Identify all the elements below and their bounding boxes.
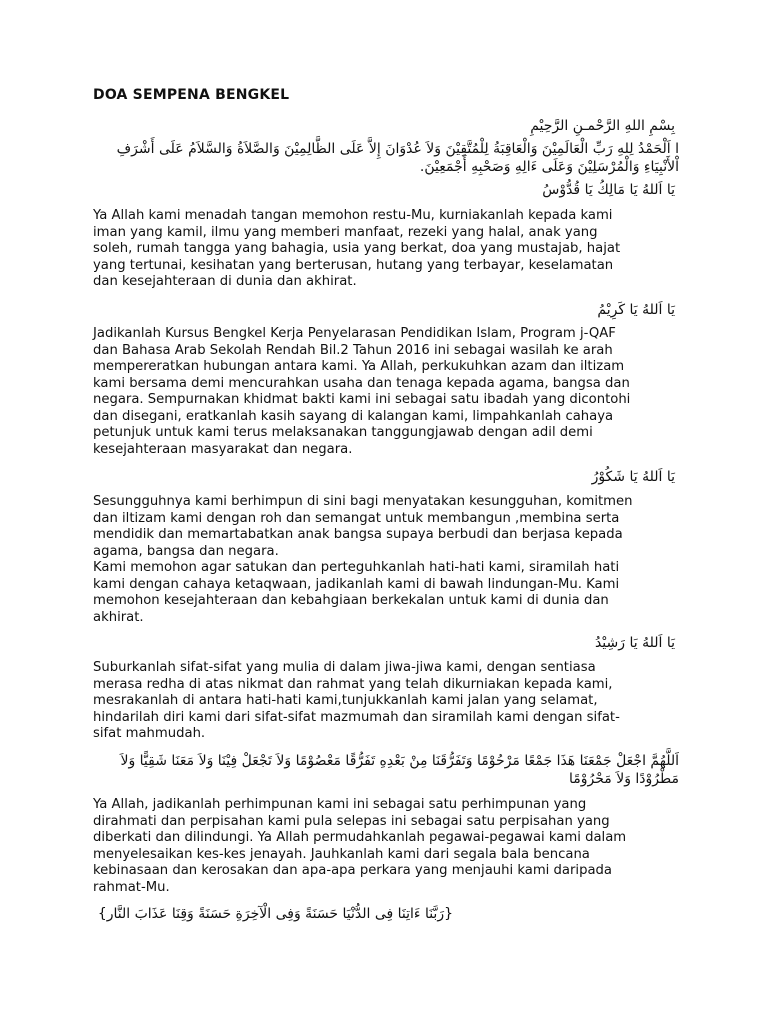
paragraph-1 (93, 208, 683, 291)
hamdalah-line: اْلأَنْبِيَاءِ وَالْمُرْسَلِيْنَ وَعَلَى ءَالِهِ وَصَحْبِهِ أَجْمَعِيْنَ. (419, 159, 679, 175)
paragraph-line: negara. Sempurnakan khidmat bakti kami ini sebagai satu ibadah yang dicontohi (93, 392, 631, 407)
invocation-rasyid: يَا اَللهُ يَا رَشِيْدُ (594, 635, 675, 651)
paragraph-line: Ya Allah kami menadah tangan memohon restu-Mu, kurniakanlah kepada kami (93, 208, 613, 223)
paragraph-line: dan disegani, eratkanlah kasih sayang di kalangan kami, limpahkanlah cahaya (93, 408, 614, 424)
paragraph-line: kebinasaan dan kerosakan dan apa-apa perkara yang menjauhi kami daripada (93, 863, 612, 878)
paragraph-line: Suburkanlah sifat-sifat yang mulia di dalam jiwa-jiwa kami, dengan sentiasa (93, 660, 596, 675)
paragraph-line: mempereratkan hubungan antara kami. Ya Allah, perkukuhkan azam dan iltizam (93, 359, 625, 374)
paragraph-2 (93, 326, 683, 458)
paragraph-line: Sesungguhnya kami berhimpun di sini bagi menyatakan kesungguhan, komitmen (93, 494, 633, 509)
paragraph-line: akhirat. (93, 609, 144, 625)
paragraph-line: dan Bahasa Arab Sekolah Rendah Bil.2 Tahun 2016 ini sebagai wasilah ke arah (93, 342, 613, 358)
paragraph-line: dirahmati dan perpisahan kami pula selepas ini sebagai satu perpisahan yang (93, 813, 610, 829)
dua-line: اَللَّهُمَّ اجْعَلْ جَمْعَنَا هَذَا جَمْعًا مَرْحُوْمًا وَتَفَرُّقَنَا مِنْ بَعْدِهِ تَفَرُّقًا مَعْصُوْمًا وَلاَ تَجْعَلْ فِيْنَا وَلاَ مَعَنَا شَقِيًّا وَلاَ (120, 753, 679, 769)
paragraph-line: kami dengan cahaya ketaqwaan, jadikanlah kami di bawah lindungan-Mu. Kami (93, 576, 620, 592)
paragraph-line: agama, bangsa dan negara. (93, 543, 279, 559)
paragraph-4 (93, 660, 683, 743)
dua-gathering (93, 752, 679, 788)
paragraph-line: diberkati dan dilindungi. Ya Allah permudahkanlah pegawai-pegawai kami dalam (93, 830, 627, 845)
invocation-karim: يَا اَللهُ يَا كَرِيْمُ (597, 302, 675, 318)
hamdalah-line: ا اَلْحَمْدُ لِلهِ رَبِّ الْعَالَمِيْنَ وَالْعَاقِبَةُ لِلْمُتَّقِيْنَ وَلاَ عُدْوَانَ إِلاَّ عَلَى الظَّالِمِيْنَ وَالصَّلاَةُ وَالسَّلاَمُ عَلَى أَشْرَفِ (116, 141, 679, 157)
paragraph-3 (93, 494, 683, 626)
paragraph-line: merasa redha di atas nikmat dan rahmat yang telah dikurniakan kepada kami, (93, 676, 613, 692)
paragraph-line: petunjuk untuk kami terus melaksanakan tanggungjawab dengan adil demi (93, 425, 593, 440)
invocation-syakur: يَا اَللهُ يَا شَكُوْرُ (591, 469, 675, 485)
basmalah: بِسْمِ اللهِ الرَّحْمـنِ الرَّحِيْمِ (530, 118, 675, 134)
hamdalah (93, 140, 679, 176)
paragraph-line: sifat mahmudah. (93, 726, 206, 741)
dua-line: مَطْرُوْدًا وَلاَ مَحْرُوْمًا (568, 771, 679, 787)
paragraph-line: mesrakanlah di antara hati-hati kami,tunjukkanlah kami jalan yang selamat, (93, 693, 598, 708)
closing-dua: {رَبَّنَا ءَاتِنَا فِى الدُّنْيَا حَسَنَةً وَفِى الْآخِرَةِ حَسَنَةً وَقِنَا عَذَابَ النَّار} (97, 906, 453, 922)
paragraph-line: hindarilah diri kami dari sifat-sifat mazmumah dan siramilah kami dengan sifat- (93, 709, 620, 725)
document-title: DOA SEMPENA BENGKEL (93, 87, 290, 103)
paragraph-line: Jadikanlah Kursus Bengkel Kerja Penyelarasan Pendidikan Islam, Program j-QAF (93, 326, 616, 341)
paragraph-5 (93, 797, 683, 896)
paragraph-line: memohon kesejahteraan dan kebahgiaan berkekalan untuk kami di dunia dan (93, 593, 609, 608)
paragraph-line: Ya Allah, jadikanlah perhimpunan kami ini sebagai satu perhimpunan yang (93, 797, 587, 812)
paragraph-line: Kami memohon agar satukan dan perteguhkanlah hati-hati kami, siramilah hati (93, 560, 620, 575)
invocation-malik: يَا اَللهُ يَا مَالِكُ يَا قُدُّوْسُ (542, 182, 675, 198)
paragraph-line: rahmat-Mu. (93, 879, 170, 895)
paragraph-line: kami bersama demi mencurahkan usaha dan tenaga kepada agama, bangsa dan (93, 375, 630, 391)
paragraph-line: iman yang kamil, ilmu yang memberi manfaat, rezeki yang halal, anak yang (93, 224, 598, 240)
paragraph-line: yang tertunai, kesihatan yang berterusan, hutang yang terbayar, keselamatan (93, 257, 614, 273)
paragraph-line: dan iltizam kami dengan roh dan semangat untuk membangun ,membina serta (93, 510, 620, 526)
paragraph-line: kesejahteraan masyarakat dan negara. (93, 441, 353, 457)
paragraph-line: menyelesaikan kes-kes jenayah. Jauhkanlah kami dari segala bala bencana (93, 846, 590, 862)
paragraph-line: dan kesejahteraan di dunia dan akhirat. (93, 274, 357, 289)
paragraph-line: mendidik dan memartabatkan anak bangsa supaya berbudi dan berjasa kepada (93, 527, 623, 542)
paragraph-line: soleh, rumah tangga yang bahagia, usia yang berkat, doa yang mustajab, hajat (93, 241, 621, 256)
